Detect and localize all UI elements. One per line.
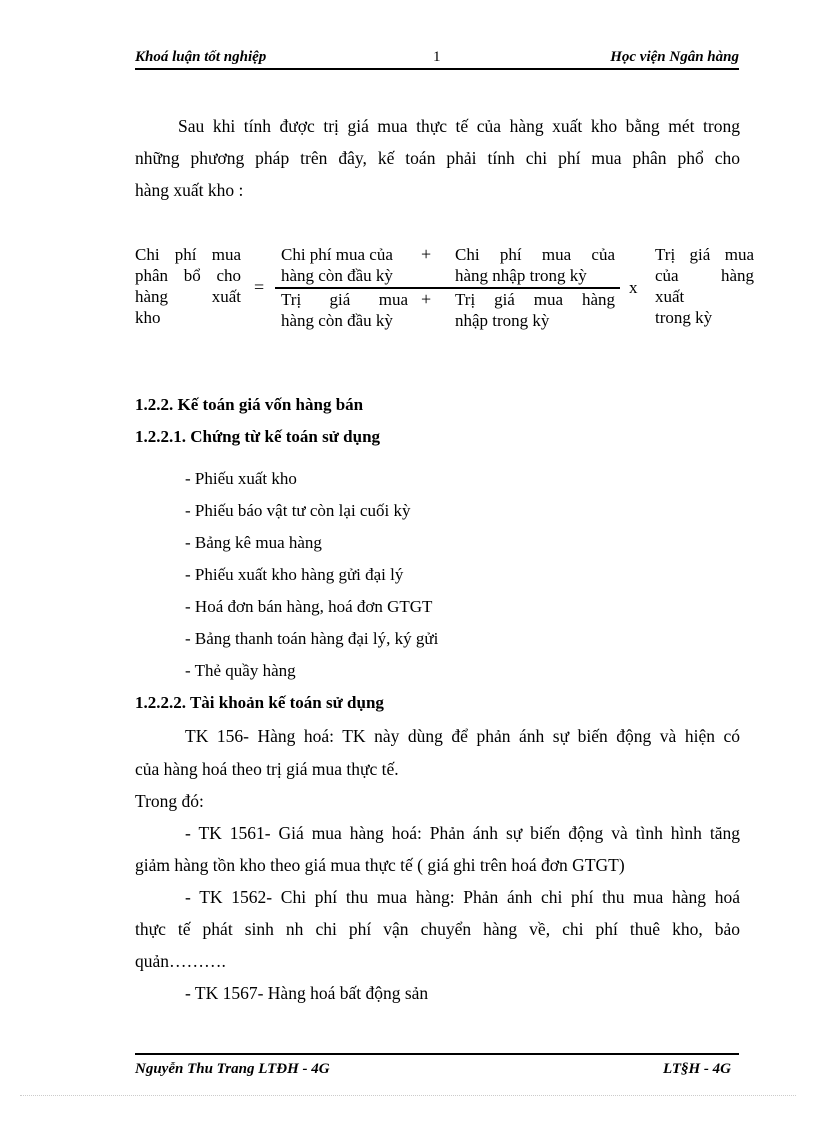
subsection-heading: 1.2.2.1. Chứng từ kế toán sử dụng [135,427,381,446]
formula-text-line: Chi phí mua của [281,245,393,264]
list-item: - Phiếu xuất kho hàng gửi đại lý [185,565,404,584]
header-right: Học viện Ngân hàng [610,49,739,65]
formula-lhs-line: Chi phí mua [135,245,241,264]
formula-equals: = [254,277,265,297]
list-item: - Bảng thanh toán hàng đại lý, ký gửi [185,629,439,648]
list-item: - Thẻ quầy hàng [185,661,296,680]
list-item: - Phiếu xuất kho [185,469,297,488]
tk156-line-1: TK 156- Hàng hoá: TK này dùng để phản ánh sự biến động và hiện có [185,726,740,746]
tk1562-line-3: quản………. [135,951,226,971]
formula-text-line: hàng còn đầu kỳ [281,311,393,330]
formula-times: x [629,278,638,297]
tk156-line-2: của hàng hoá theo trị giá mua thực tế. [135,759,399,779]
formula-den-term2 [455,289,615,331]
formula-text-line: Chi phí mua của [455,245,615,264]
trong-do-label: Trong đó: [135,791,204,811]
tk1561-line-2: giảm hàng tồn kho theo giá mua thực tế ( giá ghi trên hoá đơn GTGT) [135,855,625,875]
tk1567-line: - TK 1567- Hàng hoá bất động sản [185,983,429,1003]
formula-lhs-line: kho [135,308,161,327]
subsection-heading: 1.2.2.2. Tài khoản kế toán sử dụng [135,693,384,712]
formula-den-plus: + [421,289,432,309]
formula-rhs-line: xuất [655,287,685,306]
formula-text-line: nhập trong kỳ [455,311,550,330]
footer-left: Nguyễn Thu Trang LTĐH - 4G [135,1061,330,1077]
page-number: 1 [433,49,441,65]
intro-line-1: Sau khi tính được trị giá mua thực tế của hàng xuất kho bằng mét trong [178,116,740,136]
page-footer [135,1053,739,1081]
formula-text-line: hàng còn đầu kỳ [281,266,393,285]
intro-line-2: những phương pháp trên đây, kế toán phải tính chi phí mua phân phổ cho [135,148,740,168]
formula-lhs-line: phân bổ cho [135,266,241,285]
formula-text-line: Trị giá mua [281,290,408,309]
formula-den-term1 [281,289,408,331]
formula-lhs [135,244,241,328]
formula-rhs-line: trong kỳ [655,308,713,327]
formula-rhs-line: của hàng [655,266,754,285]
page-bottom-divider [20,1095,796,1096]
footer-right: LT§H - 4G [662,1061,731,1077]
formula-lhs-line: hàng xuất [135,287,241,306]
formula-num-plus: + [421,244,432,264]
intro-line-3: hàng xuất kho : [135,180,244,200]
formula-text-line: Trị giá mua hàng [455,290,615,309]
formula-rhs [655,244,754,328]
formula-num-term2 [455,244,615,286]
tk1562-line-1: - TK 1562- Chi phí thu mua hàng: Phản ánh chi phí thu mua hàng hoá [185,887,740,907]
header-left: Khoá luận tốt nghiệp [135,49,267,65]
formula-rhs-line: Trị giá mua [655,245,754,264]
tk1562-line-2: thực tế phát sinh nh chi phí vận chuyển hàng về, chi phí thuê kho, bảo [135,919,740,939]
section-heading: 1.2.2. Kế toán giá vốn hàng bán [135,395,364,414]
list-item: - Phiếu báo vật tư còn lại cuối kỳ [185,501,411,520]
list-item: - Bảng kê mua hàng [185,533,322,552]
tk1561-line-1: - TK 1561- Giá mua hàng hoá: Phản ánh sự biến động và tình hình tăng [185,823,740,843]
formula-text-line: hàng nhập trong kỳ [455,266,587,285]
formula-num-term1 [281,244,411,286]
list-item: - Hoá đơn bán hàng, hoá đơn GTGT [185,597,433,616]
page-header [135,48,739,70]
